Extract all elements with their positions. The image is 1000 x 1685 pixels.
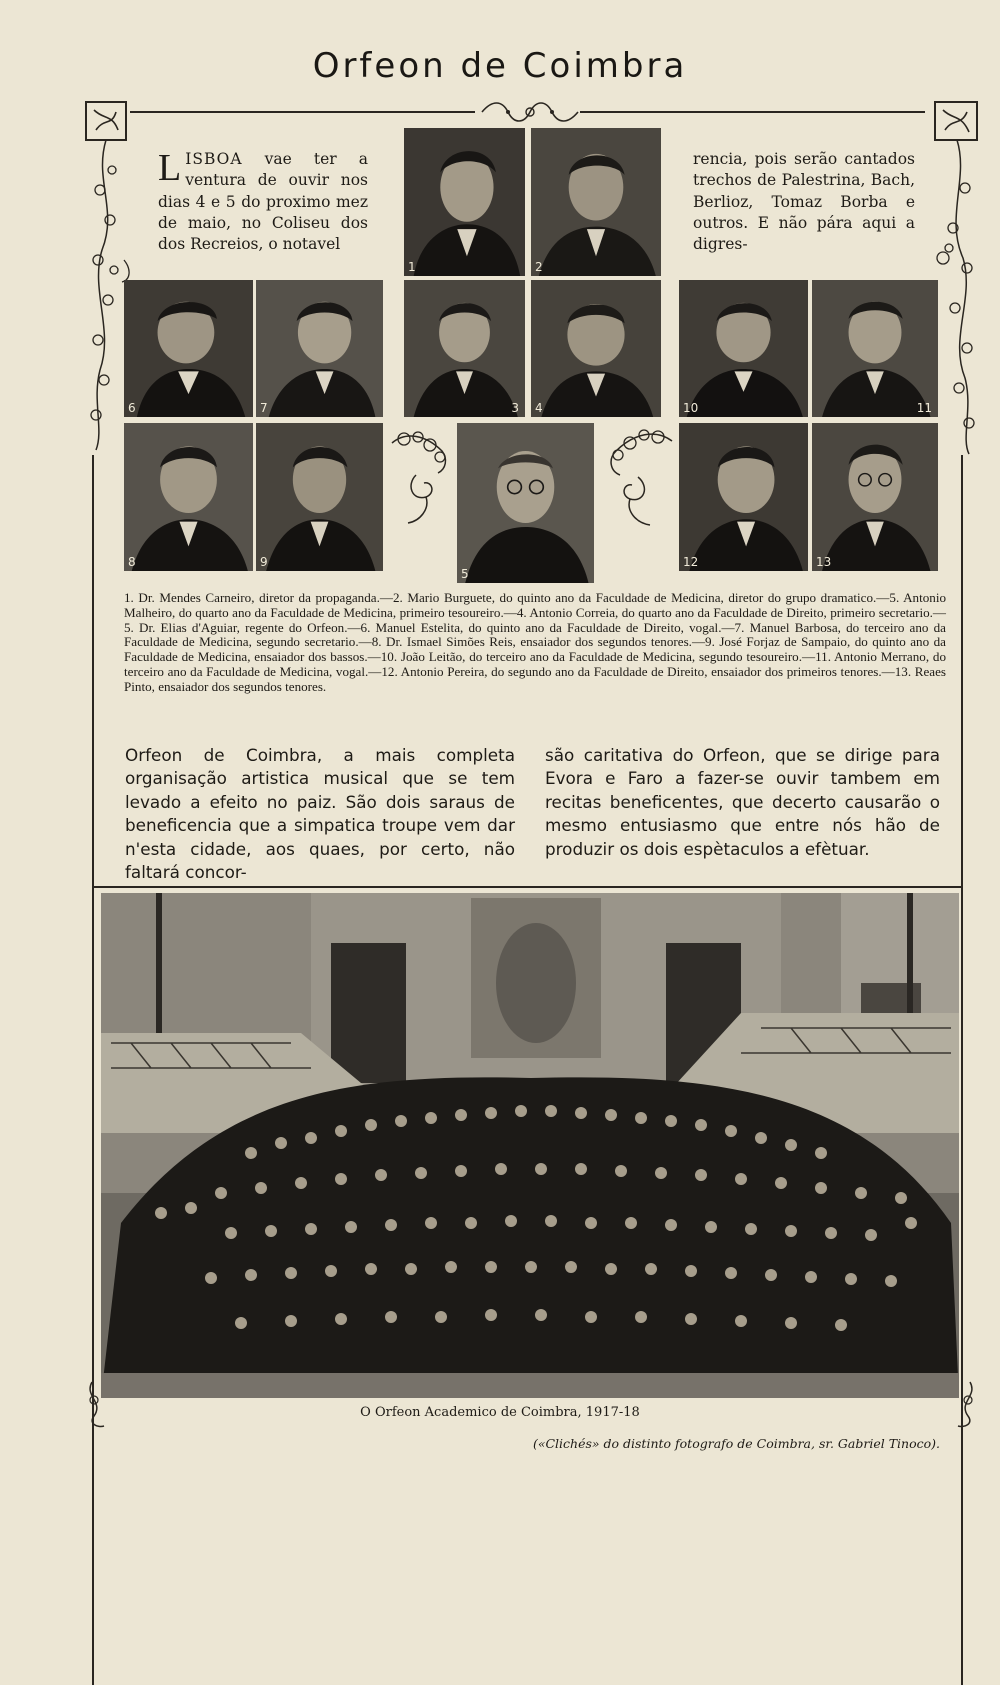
portrait-number: 11: [916, 401, 932, 415]
top-rule-right: [580, 111, 925, 113]
portrait-1: [404, 128, 525, 276]
intro-left-text: vae ter a ventura de ouvir nos dias 4 e 5 do proximo mez de maio, no Coliseu dos dos Recreios, o notavel: [158, 150, 368, 254]
dropcap: L: [158, 147, 182, 189]
top-rule-left: [130, 111, 475, 113]
portrait-number: 10: [683, 401, 699, 415]
portrait-13: [812, 423, 938, 571]
portrait-figure-icon: [124, 423, 253, 571]
portrait-5: [457, 423, 594, 583]
portrait-figure-icon: [404, 280, 525, 417]
right-floral-ornament-icon: [598, 425, 678, 530]
intro-smallcaps: ISBOA: [185, 150, 243, 168]
portrait-number: 6: [128, 401, 136, 415]
portrait-2: [531, 128, 661, 276]
portrait-figure-icon: [457, 423, 594, 583]
photo-credit: («Clichés» do distinto fotografo de Coimbra, sr. Gabriel Tinoco).: [532, 1436, 940, 1451]
portrait-number: 2: [535, 260, 543, 274]
portrait-number: 8: [128, 555, 136, 569]
portrait-figure-icon: [404, 128, 525, 276]
group-photograph: [101, 893, 959, 1398]
portrait-7: [256, 280, 383, 417]
intro-left-column: [158, 149, 368, 255]
portrait-figure-icon: [531, 280, 661, 417]
portrait-figure-icon: [812, 280, 938, 417]
left-border-line: [92, 455, 94, 1685]
intro-right-column: [693, 149, 915, 255]
portrait-caption: 1. Dr. Mendes Carneiro, diretor da propaganda.—2. Mario Burguete, do quinto ano da Faculdade de Medicina, diretor do grupo dramatico.—5. Antonio Malheiro, do quarto ano da Faculdade de Medicina, primeiro tesoureiro.—4. Antonio Correia, do quarto ano da Faculdade de Direito, primeiro secretario.—5. Dr. Elias d'Aguiar, regente do Orfeon.—6. Manuel Estelita, do quinto ano da Faculdade de Direito, vogal.—7. Manuel Barbosa, do terceiro ano da Faculdade de Medicina, segundo secretario.—8. Dr. Ismael Simões Reis, ensaiador dos segundos tenores.—9. José Forjaz de Sampaio, do quinto ano da Faculdade de Medicina, ensaiador dos bassos.—10. João Leitão, do terceiro ano da Faculdade de Medicina, segundo tesoureiro.—11. Antonio Merrano, do terceiro ano da Faculdade de Medicina, vogal.—12. Antonio Pereira, do segundo ano da Faculdade de Direito, ensaiador dos primeiros tenores.—13. Reaes Pinto, ensaiador dos segundos tenores.: [124, 590, 946, 694]
portrait-figure-icon: [256, 423, 383, 571]
intro-right-text: rencia, pois serão cantados trechos de Palestrina, Bach, Berlioz, Tomaz Borba e outros. E não pára aqui a digres-: [693, 150, 915, 254]
portrait-6: [124, 280, 253, 417]
portrait-11: [812, 280, 938, 417]
portrait-figure-icon: [812, 423, 938, 571]
portrait-number: 4: [535, 401, 543, 415]
portrait-number: 7: [260, 401, 268, 415]
portrait-12: [679, 423, 808, 571]
left-floral-ornament-icon: [386, 425, 454, 530]
portrait-3: [404, 280, 525, 417]
right-border-line: [961, 455, 963, 1685]
center-scroll-ornament-icon: [478, 98, 582, 126]
body-right-column: são caritativa do Orfeon, que se dirige para Evora e Faro a fazer-se ouvir tambem em recitas beneficentes, que decerto causarão o mesmo entusiasmo que entre nós hão de produzir os dois espètaculos a efètuar.: [545, 745, 940, 859]
body-left-column: Orfeon de Coimbra, a mais completa organisação artistica musical que se tem levado a efeito no paiz. São dois saraus de beneficencia que a simpatica troupe vem dar n'esta cidade, aos quaes, por certo, não faltará concor-: [125, 745, 515, 883]
portrait-number: 13: [816, 555, 832, 569]
portrait-8: [124, 423, 253, 571]
portrait-figure-icon: [679, 280, 808, 417]
portrait-figure-icon: [256, 280, 383, 417]
portrait-figure-icon: [531, 128, 661, 276]
portrait-figure-icon: [124, 280, 253, 417]
portrait-9: [256, 423, 383, 571]
portrait-number: 12: [683, 555, 699, 569]
portrait-number: 5: [461, 567, 469, 581]
portrait-number: 9: [260, 555, 268, 569]
portrait-10: [679, 280, 808, 417]
page-title: Orfeon de Coimbra: [312, 46, 688, 86]
group-photo-scene-icon: [101, 893, 959, 1398]
portrait-4: [531, 280, 661, 417]
portrait-number: 1: [408, 260, 416, 274]
group-photo-caption: O Orfeon Academico de Coimbra, 1917-18: [360, 1405, 640, 1420]
portrait-figure-icon: [679, 423, 808, 571]
divider-rule: [92, 886, 962, 888]
portrait-number: 3: [511, 401, 519, 415]
